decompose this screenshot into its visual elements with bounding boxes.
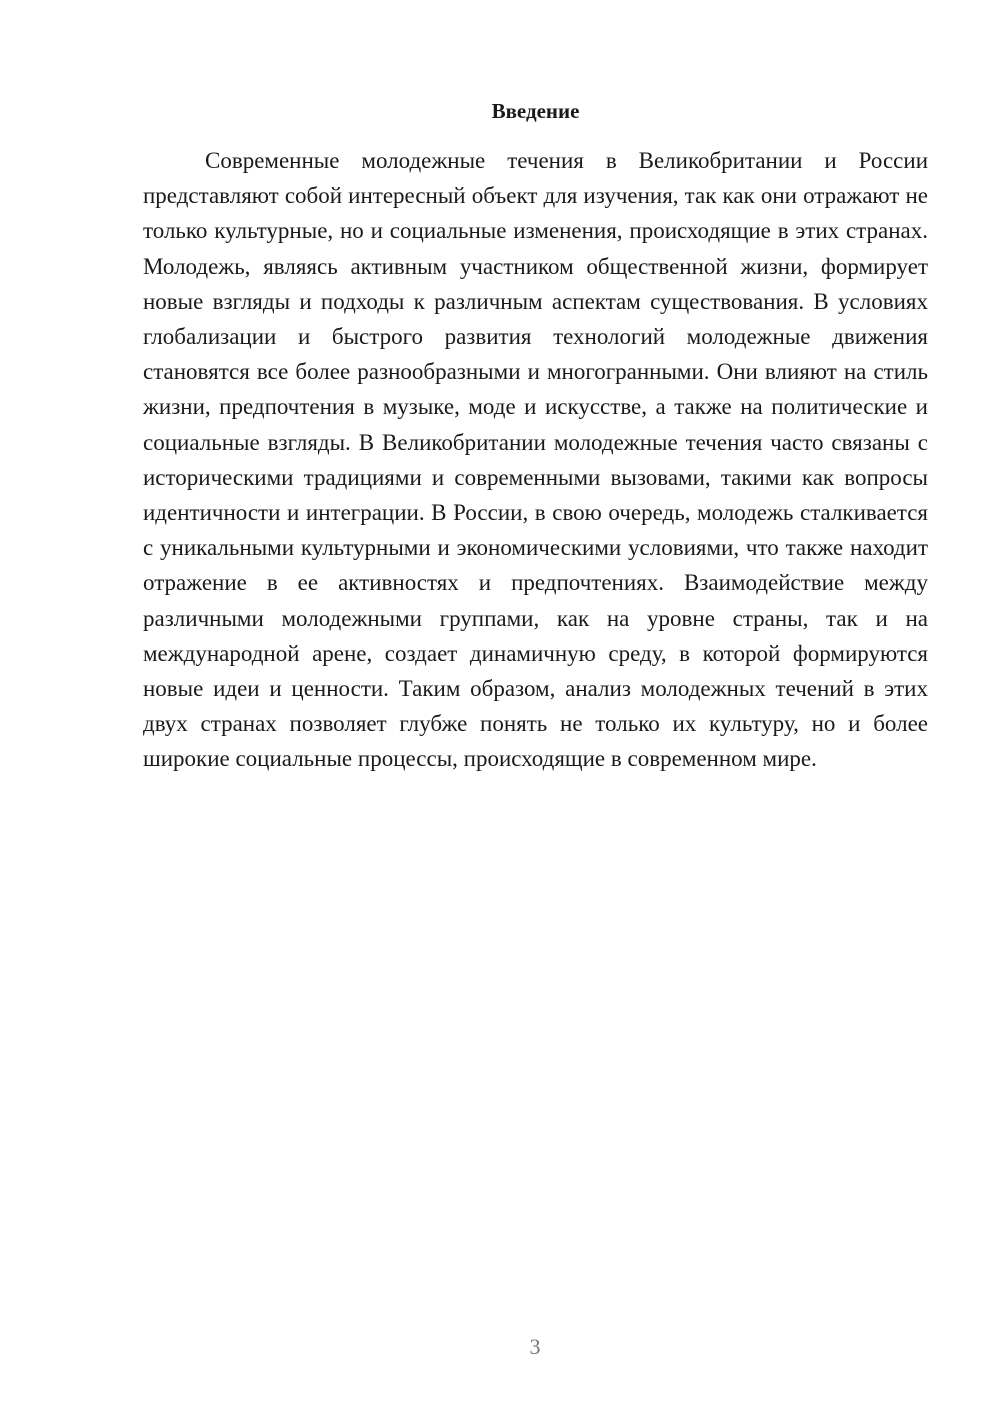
section-heading: Введение <box>491 99 580 123</box>
body-paragraph: Современные молодежные течения в Великобритании и России представляют собой интересный объект для изучения, так как они отражают не только культурные, но и социальные изменения, происходящие в этих странах. Молодежь, являясь активным участником общественной жизни, формирует новые взгляды и подходы к различным аспектам существования. В условиях глобализации и быстрого развития технологий молодежные движения становятся все более разнообразными и многогранными. Они влияют на стиль жизни, предпочтения в музыке, моде и искусстве, а также на политические и социальные взгляды. В Великобритании молодежные течения часто связаны с историческими традициями и современными вызовами, такими как вопросы идентичности и интеграции. В России, в свою очередь, молодежь сталкивается с уникальными культурными и экономическими условиями, что также находит отражение в ее активностях и предпочтениях. Взаимодействие между различными молодежными группами, как на уровне страны, так и на международной арене, создает динамичную среду, в которой формируются новые идеи и ценности. Таким образом, анализ молодежных течений в этих двух странах позволяет глубже понять не только их культуру, но и более широкие социальные процессы, происходящие в современном мире. <box>143 148 928 772</box>
page-number: 3 <box>529 1334 541 1359</box>
